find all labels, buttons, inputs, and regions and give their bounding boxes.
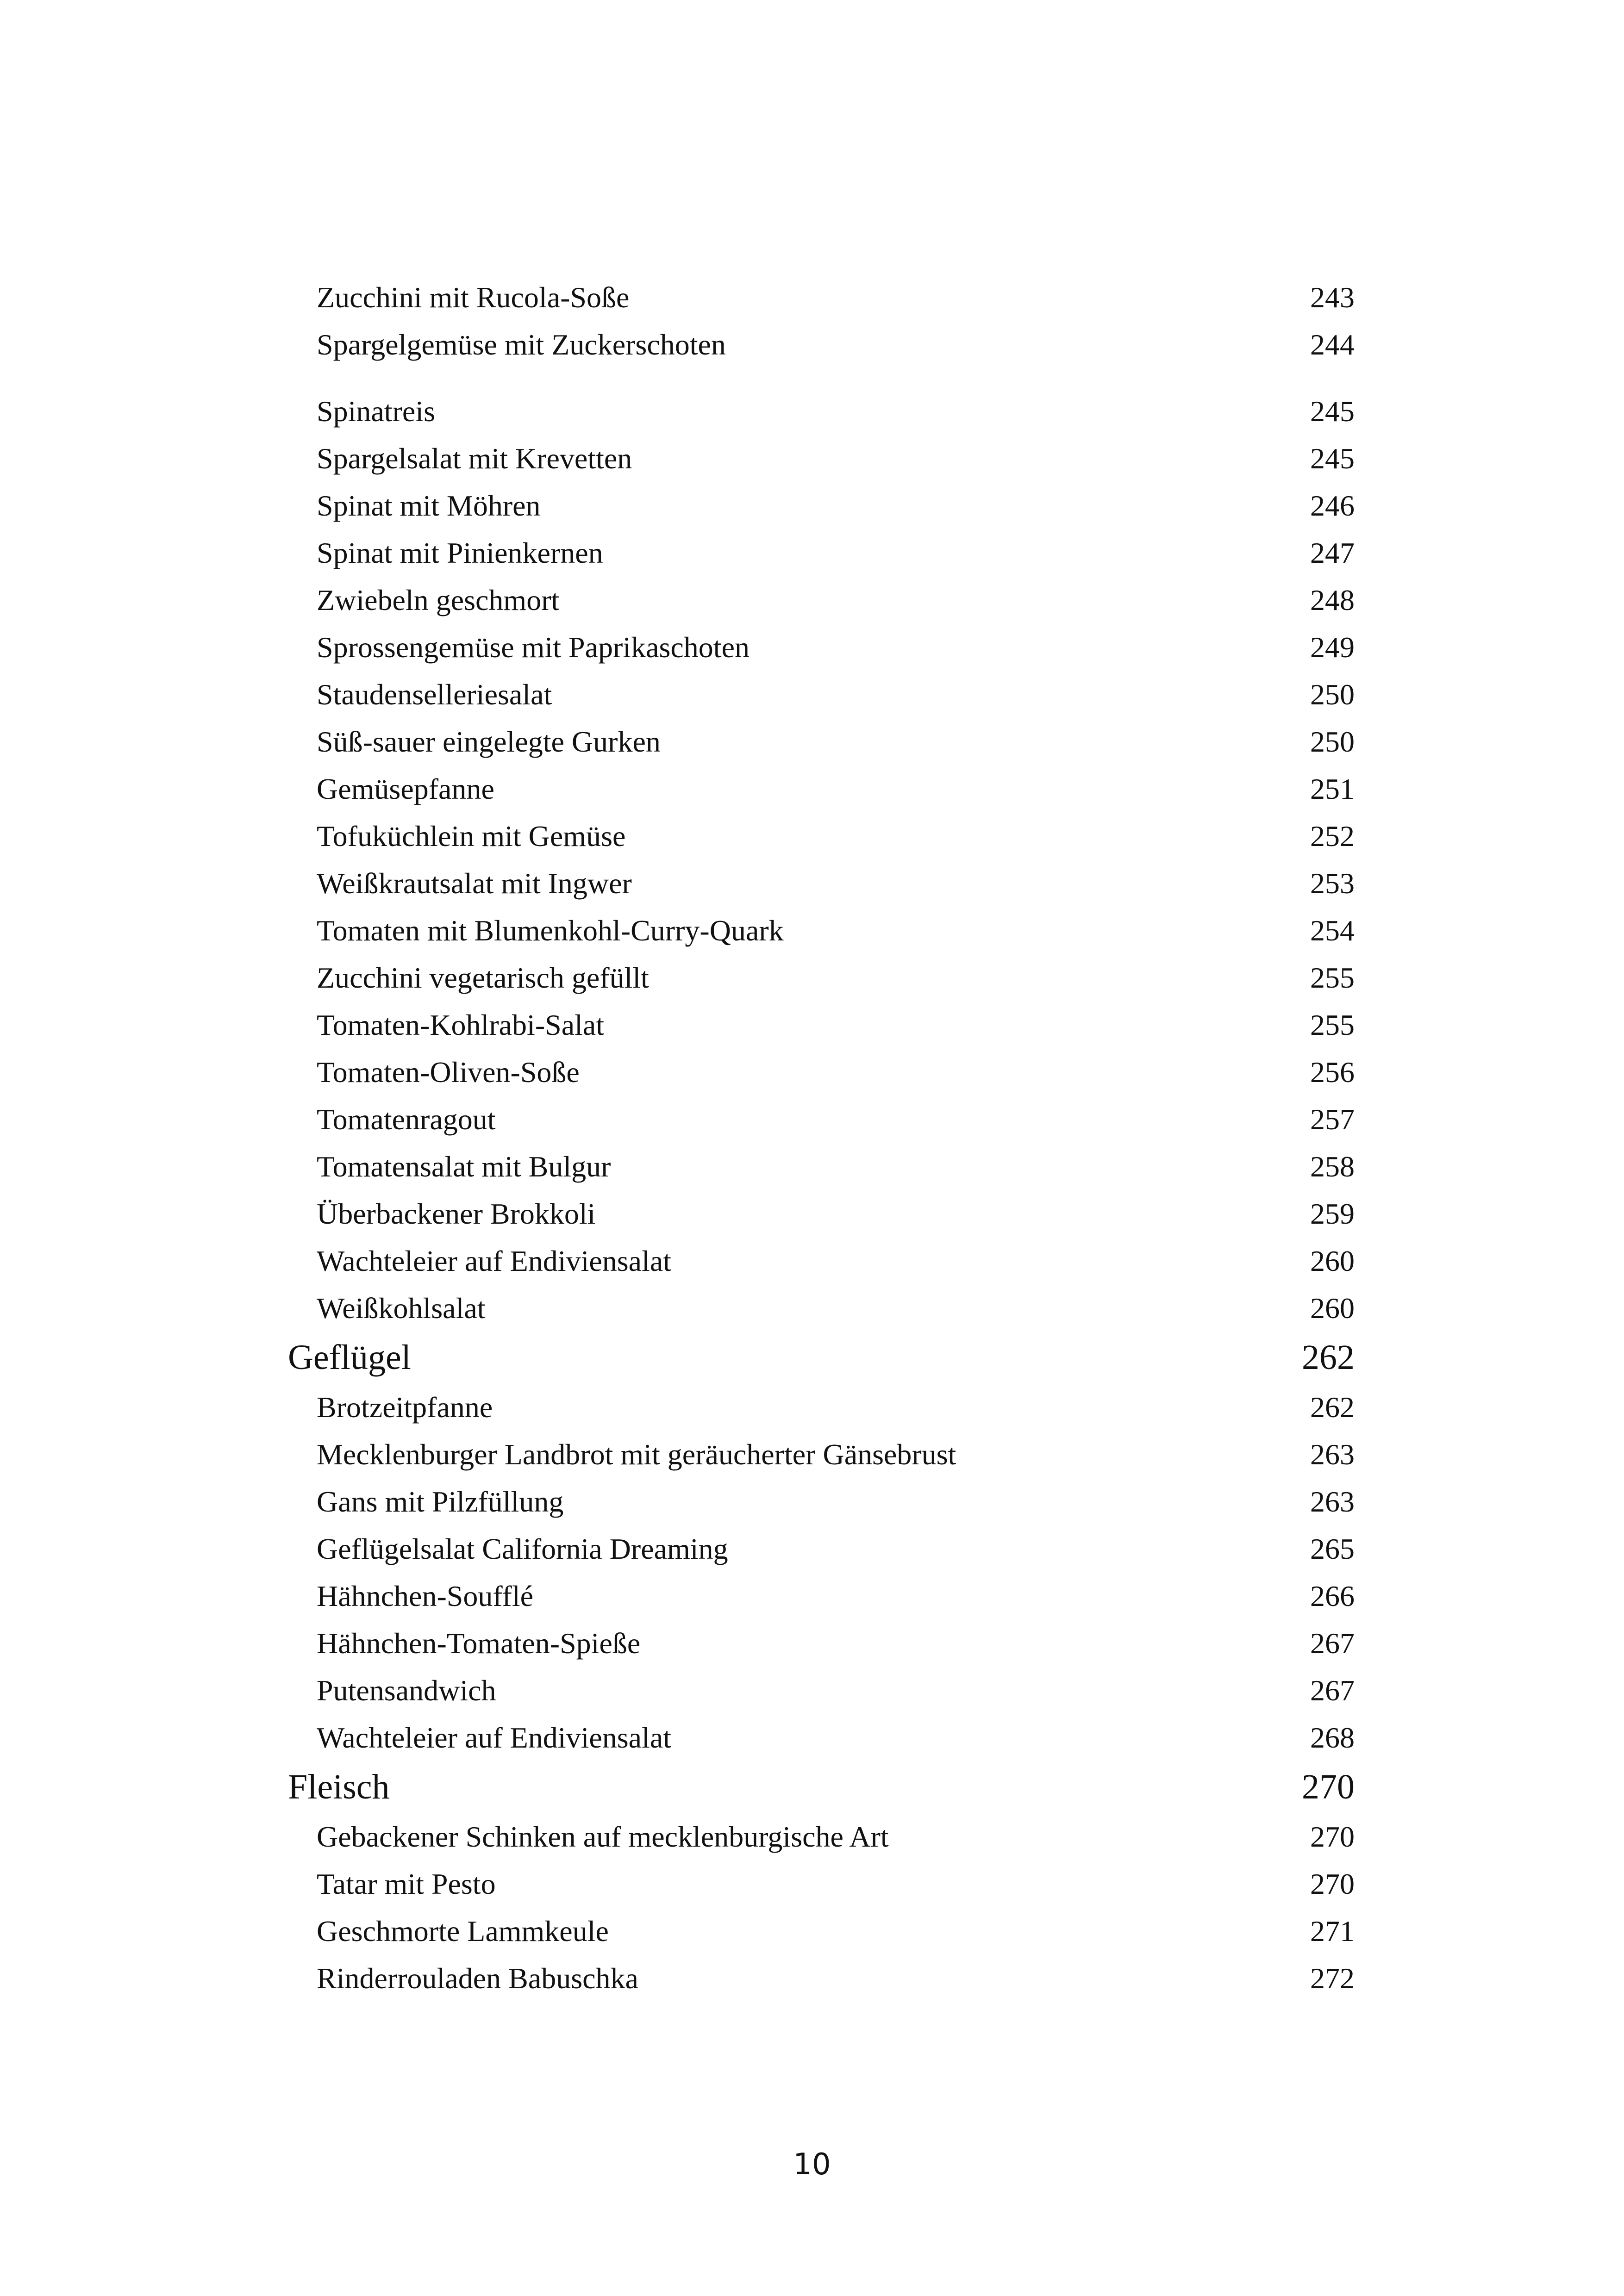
toc-entry-title: Staudenselleriesalat	[317, 678, 552, 711]
toc-entry[interactable]	[288, 577, 1355, 624]
toc-entry-title: Tomatenragout	[317, 1103, 496, 1136]
toc-entry[interactable]	[288, 1431, 1355, 1478]
toc-entry-page: 251	[1310, 772, 1355, 805]
toc-entry-page: 263	[1310, 1438, 1355, 1471]
toc-section-page: 262	[1302, 1338, 1355, 1377]
toc-entry-page: 245	[1310, 442, 1355, 475]
page-number: 10	[793, 2147, 831, 2182]
toc-entry[interactable]	[288, 435, 1355, 482]
toc-entry[interactable]	[288, 1285, 1355, 1332]
toc-entry-page: 263	[1310, 1485, 1355, 1518]
toc-entry-title: Spinatreis	[317, 395, 435, 428]
toc-entry-page: 244	[1310, 328, 1355, 361]
toc-entry-title: Spinat mit Möhren	[317, 489, 541, 522]
toc-entry[interactable]	[288, 1143, 1355, 1190]
toc-entry-page: 270	[1310, 1867, 1355, 1900]
toc-entry[interactable]	[288, 1002, 1355, 1049]
toc-entry-title: Tomaten-Kohlrabi-Salat	[317, 1008, 605, 1041]
toc-entry[interactable]	[288, 671, 1355, 718]
toc-entry-title: Geflügelsalat California Dreaming	[317, 1532, 728, 1565]
toc-entry-title: Mecklenburger Landbrot mit geräucherter Gänsebrust	[317, 1438, 956, 1471]
toc-entry[interactable]	[288, 529, 1355, 577]
toc-entry-title: Hähnchen-Tomaten-Spieße	[317, 1627, 641, 1660]
toc-entry-title: Weißkrautsalat mit Ingwer	[317, 867, 632, 900]
toc-section-heading[interactable]	[288, 1763, 1355, 1811]
toc-entry[interactable]	[288, 1573, 1355, 1620]
toc-entry[interactable]	[288, 718, 1355, 765]
toc-entry[interactable]	[288, 765, 1355, 813]
toc-entry-title: Putensandwich	[317, 1674, 496, 1707]
toc-entry[interactable]	[288, 388, 1355, 435]
toc-entry-title: Tomaten-Oliven-Soße	[317, 1056, 580, 1089]
toc-entry-title: Gebackener Schinken auf mecklenburgische Art	[317, 1820, 889, 1853]
toc-entry-page: 255	[1310, 961, 1355, 994]
toc-entry[interactable]	[288, 321, 1355, 368]
toc-entry-page: 247	[1310, 536, 1355, 569]
toc-entry[interactable]	[288, 482, 1355, 529]
toc-entry[interactable]	[288, 907, 1355, 954]
toc-entry-page: 272	[1310, 1962, 1355, 1995]
toc-entry-page: 249	[1310, 631, 1355, 664]
toc-entry[interactable]	[288, 954, 1355, 1002]
toc-entry[interactable]	[288, 1908, 1355, 1955]
toc-entry[interactable]	[288, 1049, 1355, 1096]
toc-entry-page: 270	[1310, 1820, 1355, 1853]
toc-entry-page: 245	[1310, 395, 1355, 428]
toc-entry-page: 253	[1310, 867, 1355, 900]
toc-entry[interactable]	[288, 274, 1355, 321]
toc-entry-page: 256	[1310, 1056, 1355, 1089]
toc-entry-page: 243	[1310, 281, 1355, 314]
toc-entry-page: 250	[1310, 725, 1355, 758]
toc-entry-page: 267	[1310, 1627, 1355, 1660]
toc-entry-page: 258	[1310, 1150, 1355, 1183]
toc-entry-page: 255	[1310, 1008, 1355, 1041]
toc-entry-title: Spinat mit Pinienkernen	[317, 536, 603, 569]
toc-entry-page: 267	[1310, 1674, 1355, 1707]
toc-entry-page: 254	[1310, 914, 1355, 947]
toc-entry-page: 265	[1310, 1532, 1355, 1565]
toc-entry-page: 252	[1310, 820, 1355, 852]
toc-entry-title: Tofuküchlein mit Gemüse	[317, 820, 626, 852]
toc-entry-title: Tatar mit Pesto	[317, 1867, 496, 1900]
toc-entry[interactable]	[288, 860, 1355, 907]
toc-entry[interactable]	[288, 1714, 1355, 1761]
toc-entry-title: Überbackener Brokkoli	[317, 1197, 596, 1230]
toc-entry-title: Gemüsepfanne	[317, 772, 494, 805]
toc-entry-title: Tomaten mit Blumenkohl-Curry-Quark	[317, 914, 784, 947]
toc-entry[interactable]	[288, 1096, 1355, 1143]
toc-entry-title: Zwiebeln geschmort	[317, 584, 560, 616]
toc-entry[interactable]	[288, 1525, 1355, 1573]
toc-entry-page: 260	[1310, 1292, 1355, 1325]
toc-section-title: Geflügel	[288, 1338, 411, 1377]
toc-entry-title: Rinderrouladen Babuschka	[317, 1962, 638, 1995]
toc-entry[interactable]	[288, 1955, 1355, 2002]
toc-entry-page: 248	[1310, 584, 1355, 616]
toc-entry-page: 259	[1310, 1197, 1355, 1230]
toc-entry[interactable]	[288, 1190, 1355, 1238]
toc-entry-page: 246	[1310, 489, 1355, 522]
toc-section-page: 270	[1302, 1767, 1355, 1806]
toc-entry-title: Zucchini mit Rucola-Soße	[317, 281, 630, 314]
toc-entry-title: Spargelgemüse mit Zuckerschoten	[317, 328, 726, 361]
toc-entry-page: 271	[1310, 1915, 1355, 1948]
toc-entry-title: Wachteleier auf Endiviensalat	[317, 1721, 672, 1754]
toc-entry[interactable]	[288, 1813, 1355, 1860]
toc-entry-title: Brotzeitpfanne	[317, 1391, 493, 1424]
toc-section-title: Fleisch	[288, 1767, 390, 1806]
toc-entry-title: Tomatensalat mit Bulgur	[317, 1150, 611, 1183]
toc-entry-page: 268	[1310, 1721, 1355, 1754]
toc-entry-page: 266	[1310, 1580, 1355, 1612]
toc-entry-title: Süß-sauer eingelegte Gurken	[317, 725, 661, 758]
toc-entry-page: 260	[1310, 1244, 1355, 1277]
toc-entry[interactable]	[288, 624, 1355, 671]
toc-entry-page: 262	[1310, 1391, 1355, 1424]
toc-entry[interactable]	[288, 1667, 1355, 1714]
toc-entry-page: 250	[1310, 678, 1355, 711]
toc-entry[interactable]	[288, 1478, 1355, 1525]
toc-entry-title: Zucchini vegetarisch gefüllt	[317, 961, 649, 994]
toc-entry[interactable]	[288, 1860, 1355, 1908]
toc-entry-title: Spargelsalat mit Krevetten	[317, 442, 632, 475]
toc-section-heading[interactable]	[288, 1334, 1355, 1381]
toc-entry-title: Wachteleier auf Endiviensalat	[317, 1244, 672, 1277]
toc-entry[interactable]	[288, 813, 1355, 860]
toc-entry-title: Hähnchen-Soufflé	[317, 1580, 533, 1612]
toc-entry-title: Gans mit Pilzfüllung	[317, 1485, 564, 1518]
toc-entry[interactable]	[288, 1384, 1355, 1431]
toc-entry[interactable]	[288, 1238, 1355, 1285]
toc-entry-title: Sprossengemüse mit Paprikaschoten	[317, 631, 750, 664]
toc-entry-title: Weißkohlsalat	[317, 1292, 486, 1325]
toc-entry[interactable]	[288, 1620, 1355, 1667]
toc-entry-page: 257	[1310, 1103, 1355, 1136]
toc-entry-title: Geschmorte Lammkeule	[317, 1915, 609, 1948]
